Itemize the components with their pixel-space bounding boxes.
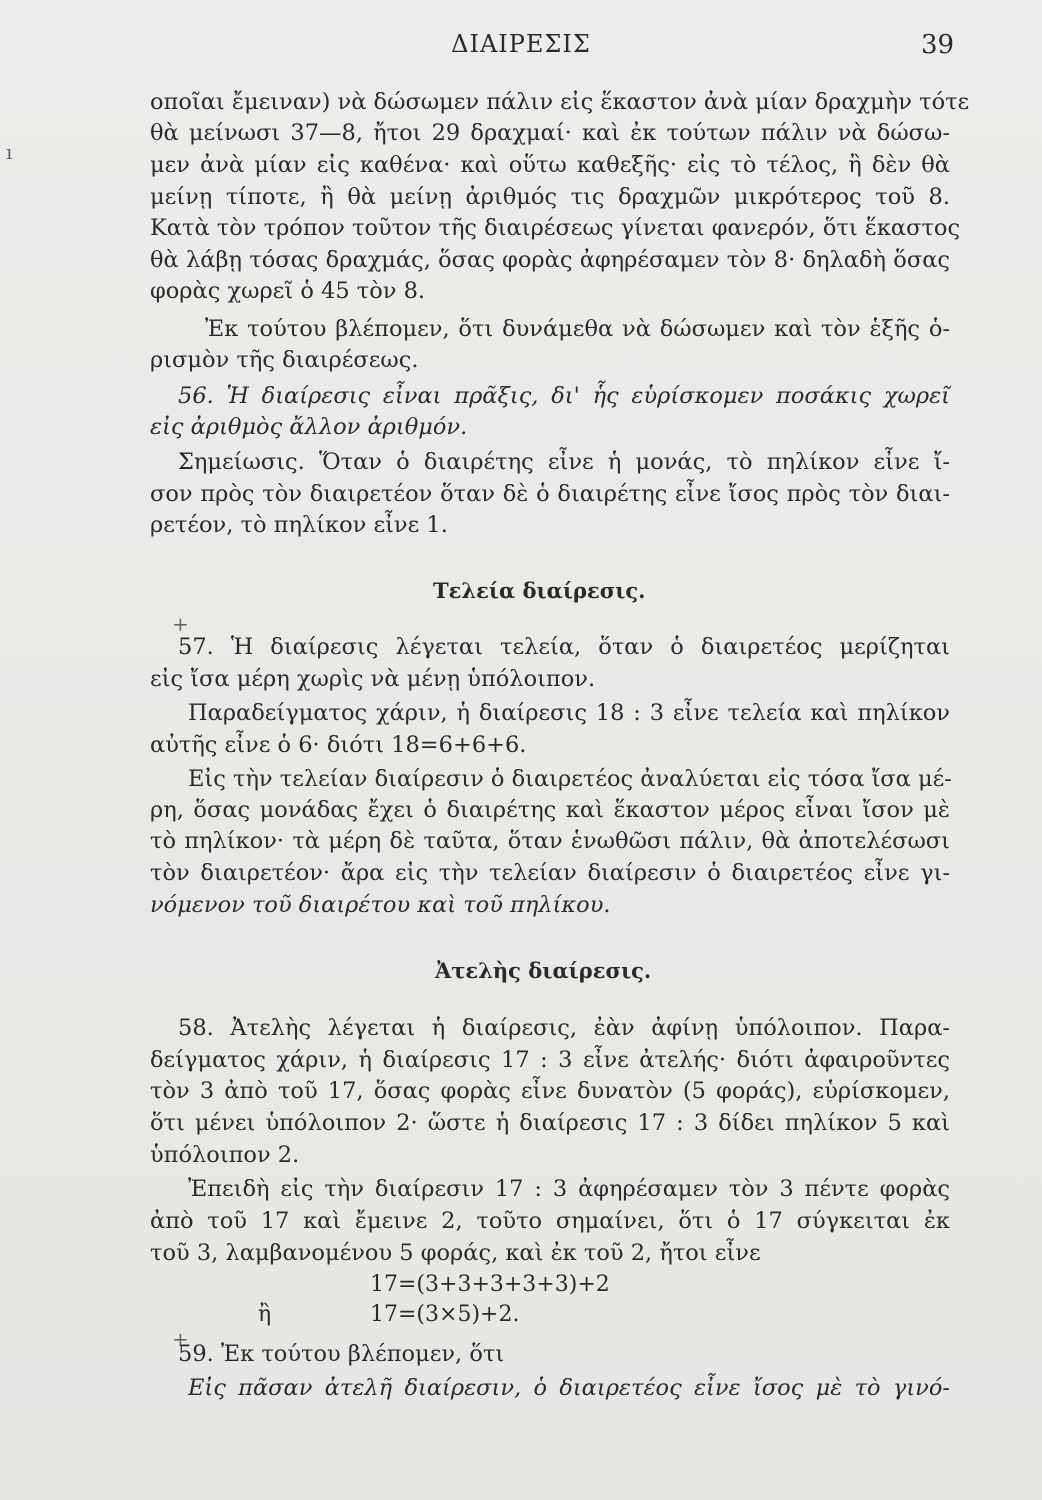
definition-56: 56. Ἡ διαίρεσις εἶναι πρᾶξις, δι' ἧς εὑρίσκομεν ποσάκις χωρεῖ: [178, 383, 950, 409]
pencil-mark-icon: +: [172, 612, 189, 636]
text-line: ρισμὸν τῆς διαιρέσεως.: [150, 347, 419, 373]
text-line: θὰ μείνωσι 37—8, ἤτοι 29 δραχμαί· καὶ ἐκ τούτων πάλιν νὰ δώσω-: [150, 120, 950, 146]
text-line: Παραδείγματος χάριν, ἡ διαίρεσις 18 : 3 εἶνε τελεία καὶ πηλίκον: [188, 700, 950, 726]
pencil-mark-icon: +: [172, 1327, 189, 1351]
text-line: Ἐπειδὴ εἰς τὴν διαίρεσιν 17 : 3 ἀφηρέσαμεν τὸν 3 πέντε φορὰς: [188, 1176, 950, 1202]
text-line: ρη, ὅσας μονάδας ἔχει ὁ διαιρέτης καὶ ἕκαστον μέρος εἶναι ἴσον μὲ: [150, 797, 950, 823]
text-line: νόμενον τοῦ διαιρέτου καὶ τοῦ πηλίκου.: [150, 892, 611, 918]
text-line: θὰ λάβῃ τόσας δραχμάς, ὅσας φορὰς ἀφηρέσαμεν τὸν 8· δηλαδὴ ὅσας: [150, 247, 950, 273]
text-line: εἰς ἴσα μέρη χωρὶς νὰ μένῃ ὑπόλοιπον.: [150, 666, 596, 692]
text-line: μεν ἀνὰ μίαν εἰς καθένα· καὶ οὕτω καθεξῆς· εἰς τὸ τέλος, ἢ δὲν θὰ: [150, 152, 950, 178]
pencil-mark-icon: ı: [6, 140, 13, 164]
note-line: ρετέον, τὸ πηλίκον εἶνε 1.: [150, 512, 448, 538]
text-line: ἀπὸ τοῦ 17 καὶ ἔμεινε 2, τοῦτο σημαίνει, ὅτι ὁ 17 σύγκειται ἐκ: [150, 1208, 950, 1234]
formula-product: 17=(3×5)+2.: [370, 1302, 520, 1327]
theorem-statement: Εἰς πᾶσαν ἀτελῆ διαίρεσιν, ὁ διαιρετέος εἶνε ἴσος μὲ τὸ γινό-: [188, 1375, 950, 1401]
text-line: δείγματος χάριν, ἡ διαίρεσις 17 : 3 εἶνε ἀτελής· διότι ἀφαιροῦντες: [150, 1047, 950, 1073]
text-line: αὐτῆς εἶνε ὁ 6· διότι 18=6+6+6.: [150, 732, 527, 758]
paragraph-58: 58. Ἀτελὴς λέγεται ἡ διαίρεσις, ἐὰν ἀφίνῃ ὑπόλοιπον. Παρα-: [178, 1015, 950, 1041]
text-line: Ἐκ τούτου βλέπομεν, ὅτι δυνάμεθα νὰ δώσωμεν καὶ τὸν ἑξῆς ὁ-: [205, 316, 950, 342]
text-line: τὸ πηλίκον· τὰ μέρη δὲ ταῦτα, ὅταν ἑνωθῶσι πάλιν, θὰ ἀποτελέσωσι: [150, 828, 950, 854]
formula-or: ἢ: [258, 1302, 272, 1327]
text-line: τὸν 3 ἀπὸ τοῦ 17, ὅσας φορὰς εἶνε δυνατὸν (5 φοράς), εὑρίσκομεν,: [150, 1078, 950, 1104]
text-line: φορὰς χωρεῖ ὁ 45 τὸν 8.: [150, 278, 426, 304]
paragraph-57: 57. Ἡ διαίρεσις λέγεται τελεία, ὅταν ὁ διαιρετέος μερίζηται: [178, 634, 950, 660]
text-line: ὑπόλοιπον 2.: [150, 1142, 300, 1168]
page-number: 39: [921, 30, 955, 60]
text-line: Εἰς τὴν τελείαν διαίρεσιν ὁ διαιρετέος ἀναλύεται εἰς τόσα ἴσα μέ-: [188, 766, 952, 792]
paragraph-59: 59. Ἐκ τούτου βλέπομεν, ὅτι: [178, 1341, 505, 1367]
text-line: μείνῃ τίποτε, ἢ θὰ μείνῃ ἀριθμός τις δραχμῶν μικρότερος τοῦ 8.: [150, 184, 950, 210]
text-line: Κατὰ τὸν τρόπον τοῦτον τῆς διαιρέσεως γίνεται φανερόν, ὅτι ἕκαστος: [150, 215, 961, 241]
section-heading-imperfect-division: Ἀτελὴς διαίρεσις.: [435, 958, 652, 983]
formula-sum: 17=(3+3+3+3+3)+2: [370, 1272, 610, 1297]
definition-56-cont: εἰς ἀριθμὸς ἄλλον ἀριθμόν.: [150, 414, 468, 440]
text-line: τὸν διαιρετέον· ἄρα εἰς τὴν τελείαν διαίρεσιν ὁ διαιρετέος εἶνε γι-: [150, 860, 950, 886]
text-line: ὅτι μένει ὑπόλοιπον 2· ὥστε ἡ διαίρεσις 17 : 3 δίδει πηλίκον 5 καὶ: [150, 1110, 950, 1136]
text-line: τοῦ 3, λαμβανομένου 5 φοράς, καὶ ἐκ τοῦ 2, ἤτοι εἶνε: [150, 1240, 761, 1266]
note-line: σον πρὸς τὸν διαιρετέον ὅταν δὲ ὁ διαιρέτης εἶνε ἴσος πρὸς τὸν διαι-: [150, 481, 950, 507]
section-heading-perfect-division: Τελεία διαίρεσις.: [433, 578, 646, 603]
note-line: Σημείωσις. Ὅταν ὁ διαιρέτης εἶνε ἡ μονάς, τὸ πηλίκον εἶνε ἴ-: [178, 449, 950, 475]
running-header: ΔΙΑΙΡΕΣΙΣ: [451, 30, 591, 58]
text-line: οποῖαι ἔμειναν) νὰ δώσωμεν πάλιν εἰς ἕκαστον ἀνὰ μίαν δραχμὴν τότε: [150, 89, 970, 115]
